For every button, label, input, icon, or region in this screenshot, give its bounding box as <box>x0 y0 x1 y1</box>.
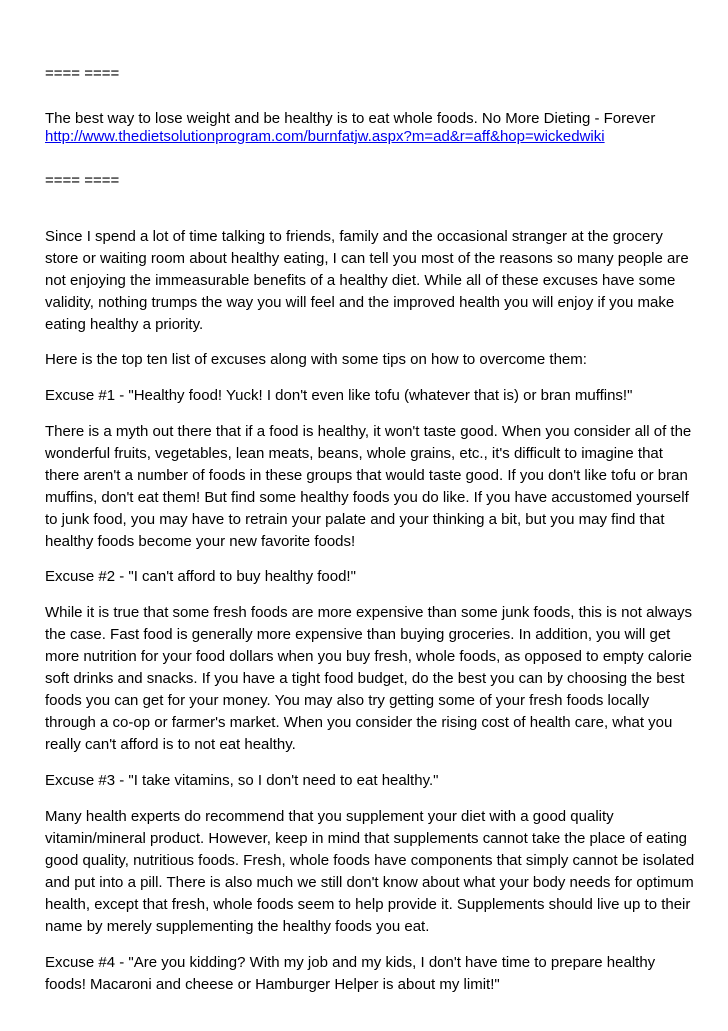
excuse-body-line: There is a myth out there that if a food is healthy, it won't taste good. When you consider all of the <box>45 423 692 440</box>
excuse-body-line: there aren't a number of foods in these groups that would taste good. If you don't like tofu or bran <box>45 467 688 484</box>
separator-bottom: ==== ==== <box>45 172 120 189</box>
excuse-body-line: healthy foods become your new favorite foods! <box>45 533 356 550</box>
list-intro: Here is the top ten list of excuses along with some tips on how to overcome them: <box>45 351 587 368</box>
excuse-body-line: muffins, don't eat them! But find some healthy foods you do like. If you have accustomed yourself <box>45 489 689 506</box>
excuse-body-line: name by merely supplementing the healthy foods you eat. <box>45 918 430 935</box>
excuse-heading: Excuse #1 - "Healthy food! Yuck! I don't even like tofu (whatever that is) or bran muffins!" <box>45 387 633 404</box>
intro-line: validity, nothing trumps the way you will feel and the improved health you will enjoy if you make <box>45 294 675 311</box>
excuse-body-line: the case. Fast food is generally more expensive than buying groceries. In addition, you will get <box>45 626 671 643</box>
excuse-body-line: to junk food, you may have to retrain your palate and your thinking a bit, but you may find that <box>45 511 665 528</box>
excuse-body-line: really can't afford is to not eat healthy. <box>45 736 296 753</box>
intro-line: store or waiting room about healthy eating, I can tell you most of the reasons so many people are <box>45 250 689 267</box>
intro-line: Since I spend a lot of time talking to friends, family and the occasional stranger at the grocery <box>45 228 663 245</box>
excuse-heading: Excuse #3 - "I take vitamins, so I don't need to eat healthy." <box>45 772 439 789</box>
excuse-body-line: through a co-op or farmer's market. When you consider the rising cost of health care, what you <box>45 714 673 731</box>
excuse-body-line: soft drinks and snacks. If you have a tight food budget, do the best you can by choosing the best <box>45 670 685 687</box>
excuse-body-line: health, except that fresh, whole foods seem to help provide it. Supplements should live up to their <box>45 896 691 913</box>
excuse-body-line: vitamin/mineral product. However, keep in mind that supplements cannot take the place of eating <box>45 830 688 847</box>
excuse-body-line: wonderful fruits, vegetables, lean meats, beans, whole grains, etc., it's difficult to imagine that <box>45 445 663 462</box>
excuse-heading: Excuse #2 - "I can't afford to buy healthy food!" <box>45 568 356 585</box>
excuse-body-line: more nutrition for your food dollars when you buy fresh, whole foods, as opposed to empty calorie <box>45 648 693 665</box>
promo-text: The best way to lose weight and be healthy is to eat whole foods. No More Dieting - Forever <box>45 110 656 127</box>
excuse-heading: Excuse #4 - "Are you kidding? With my job and my kids, I don't have time to prepare healthy <box>45 954 656 971</box>
excuse-body-line: foods you can get for your money. You may also try getting some of your fresh foods locally <box>45 692 650 709</box>
intro-line: not enjoying the immeasurable benefits of a healthy diet. While all of these excuses have some <box>45 272 676 289</box>
excuse-body-line: While it is true that some fresh foods are more expensive than some junk foods, this is not always <box>45 604 692 621</box>
excuse-body-line: and put into a pill. There is also much we still don't know about what your body needs for optimum <box>45 874 694 891</box>
excuse-body-line: good quality, nutritious foods. Fresh, whole foods have components that simply cannot be isolated <box>45 852 695 869</box>
promo-link[interactable]: http://www.thedietsolutionprogram.com/burnfatjw.aspx?m=ad&r=aff&hop=wickedwiki <box>45 128 605 145</box>
excuse-heading: foods! Macaroni and cheese or Hamburger Helper is about my limit!" <box>45 976 500 993</box>
intro-line: eating healthy a priority. <box>45 316 204 333</box>
excuse-body-line: Many health experts do recommend that you supplement your diet with a good quality <box>45 808 614 825</box>
separator-top: ==== ==== <box>45 65 120 82</box>
